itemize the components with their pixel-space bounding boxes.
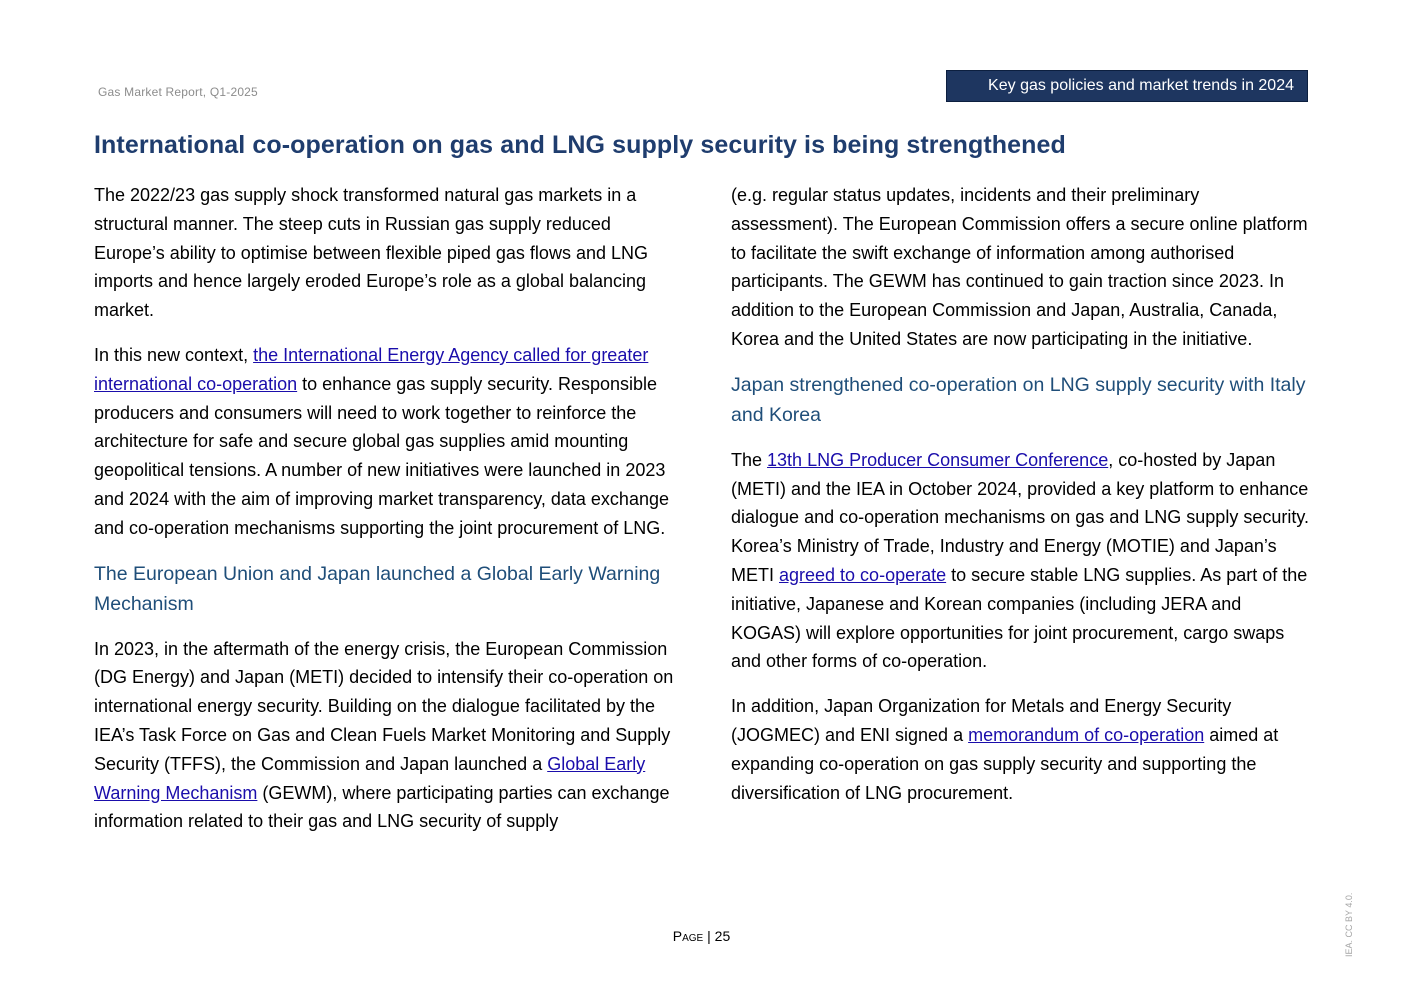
section-tag: Key gas policies and market trends in 2024 <box>946 70 1308 102</box>
paragraph-gewm-platform: (e.g. regular status updates, incidents and their preliminary assessment). The European Commission offers a secure online platform to facilitate the swift exchange of information among authorised participants. The GEWM has continued to gain traction since 2023. In addition to the European Commission and Japan, Australia, Canada, Korea and the United States are now participating in the initiative. <box>731 185 1308 349</box>
running-header-title: Gas Market Report, Q1-2025 <box>98 85 258 99</box>
paragraph-gas-supply-shock: The 2022/23 gas supply shock transformed natural gas markets in a structural manner. The steep cuts in Russian gas supply reduced Europe’s ability to optimise between flexible piped gas flows and LNG imports and hence largely eroded Europe’s role as a global balancing market. <box>94 185 648 321</box>
page-label: Page <box>672 928 704 944</box>
paragraph-text: In addition, Japan Organization for Metals and Energy Security (JOGMEC) and ENI signed a <box>731 696 1232 745</box>
paragraph-text: In this new context, <box>94 344 254 365</box>
paragraph-text: The <box>731 449 768 470</box>
license-note: IEA. CC BY 4.0. <box>1344 892 1354 957</box>
paragraph-text: aimed at expanding co-operation on gas supply security and supporting the diversification of LNG procurement. <box>731 724 1279 803</box>
memorandum-link[interactable]: memorandum of co-operation <box>968 724 1205 745</box>
page-number <box>0 928 1403 944</box>
agreed-to-cooperate-link[interactable]: agreed to co-operate <box>779 564 947 585</box>
page-separator: | <box>703 928 715 944</box>
paragraph-text: to secure stable LNG supplies. As part of the initiative, Japanese and Korean companies (including JERA and KOGAS) will explore opportunities for joint procurement, cargo swaps and other forms of co-operation. <box>731 564 1308 672</box>
paragraph-text: (GEWM), where participating parties can exchange information related to their gas and LNG security of supply <box>94 782 670 832</box>
paragraph-jogmec-eni <box>731 692 1311 807</box>
paragraph-text: In 2023, in the aftermath of the energy crisis, the European Commission (DG Energy) and Japan (METI) decided to intensify their co-operation on international energy security. Building on the dialogue facilitated by the IEA’s Task Force on Gas and Clean Fuels Market Monitoring and Supply Security (TFFS), the Commission and Japan launched a <box>94 638 674 774</box>
paragraph-lng-conference <box>731 446 1311 676</box>
iea-cooperation-link[interactable]: the International Energy Agency called for greater international co-operation <box>94 344 649 394</box>
page-number-value: 25 <box>714 928 731 944</box>
paragraph-new-context <box>94 341 674 543</box>
paragraph-text: , co-hosted by Japan (METI) and the IEA in October 2024, provided a key platform to enhance dialogue and co-operation mechanisms on gas and LNG supply security. Korea’s Ministry of Trade, Industry and Energy (MOTIE) and Japan’s METI <box>731 449 1309 585</box>
lng-conference-link[interactable]: 13th LNG Producer Consumer Conference <box>767 449 1109 470</box>
gewm-link[interactable]: Global Early Warning Mechanism <box>94 753 646 803</box>
page-title: International co-operation on gas and LNG supply security is being strengthened <box>94 131 1066 159</box>
right-column <box>731 181 1311 823</box>
subheading-eu-japan-gewm: The European Union and Japan launched a Global Early Warning Mechanism <box>94 562 661 615</box>
paragraph-text: to enhance gas supply security. Responsible producers and consumers will need to work together to reinforce the architecture for safe and secure global gas supplies amid mounting geopolitical tensions. A number of new initiatives were launched in 2023 and 2024 with the aim of improving market transparency, data exchange and co-operation mechanisms supporting the joint procurement of LNG. <box>94 373 669 538</box>
subheading-japan-italy-korea: Japan strengthened co-operation on LNG supply security with Italy and Korea <box>731 373 1306 426</box>
left-column <box>94 181 674 852</box>
paragraph-eu-japan-cooperation <box>94 635 674 837</box>
